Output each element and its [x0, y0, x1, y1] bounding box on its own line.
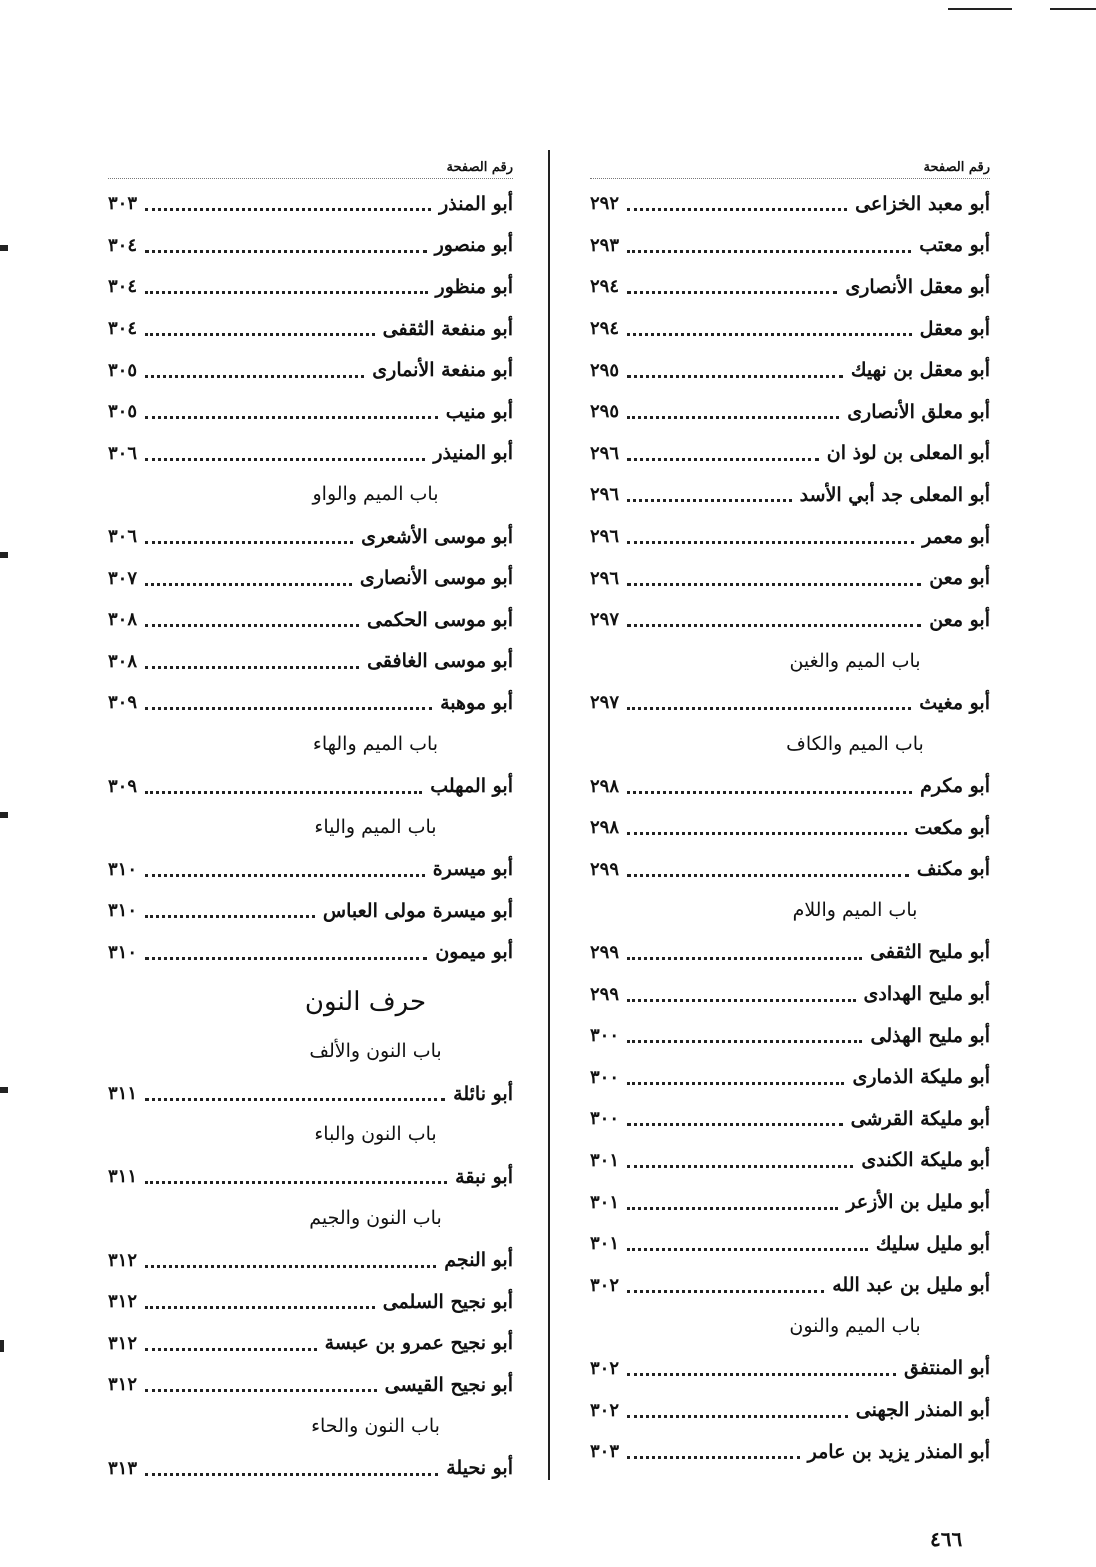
entry-name: أبو مليكة الكندى — [861, 1149, 990, 1172]
entry-name: أبو مليح الهذلى — [870, 1024, 990, 1047]
leader-dots — [145, 1389, 377, 1392]
index-entry — [108, 849, 513, 891]
entry-page-number: ٣٠٤ — [108, 276, 138, 298]
section-heading: باب النون والباء — [314, 1123, 437, 1146]
index-entry — [108, 682, 513, 724]
index-entry — [108, 557, 513, 599]
index-entry — [108, 266, 513, 308]
entry-name: أبو المعلى بن لوذ ان — [826, 442, 990, 465]
entry-name: أبو منفعة الأنمارى — [372, 359, 513, 382]
entry-name: أبو مليح الهدادى — [863, 983, 990, 1006]
section-heading: باب النون والحاء — [311, 1414, 440, 1437]
leader-dots — [627, 1207, 838, 1210]
index-entry — [108, 1156, 513, 1198]
leader-dots — [145, 541, 353, 544]
margin-mark — [0, 1340, 4, 1352]
leader-dots — [627, 1165, 853, 1168]
left-column — [108, 158, 513, 1489]
leader-dots — [627, 1040, 862, 1043]
index-entry — [108, 183, 513, 225]
entry-page-number: ٣١٠ — [108, 941, 138, 963]
index-entry — [108, 516, 513, 558]
leader-dots — [627, 999, 855, 1002]
entry-name: أبو ميسرة مولى العباس — [322, 899, 513, 922]
leader-dots — [145, 375, 364, 378]
section-heading: باب الميم والياء — [314, 815, 437, 838]
index-entry — [108, 1239, 513, 1281]
index-entry — [590, 1348, 990, 1390]
entry-page-number: ٢٩٤ — [590, 318, 620, 340]
entry-name: أبو ميمون — [435, 941, 513, 964]
index-entry — [590, 932, 990, 974]
entry-name: أبو نجيح السلمى — [382, 1290, 513, 1313]
leader-dots — [627, 1373, 896, 1376]
entry-page-number: ٣٠٤ — [108, 234, 138, 256]
entry-name: أبو موسى الحكمى — [366, 608, 513, 631]
index-entry — [590, 849, 990, 891]
index-entry — [590, 557, 990, 599]
index-entry — [590, 1015, 990, 1057]
entry-name: أبو نائلة — [453, 1082, 513, 1105]
entry-page-number: ٣٠٢ — [590, 1357, 620, 1379]
leader-dots — [145, 874, 425, 877]
leader-dots — [627, 1082, 844, 1085]
entry-page-number: ٣١١ — [108, 1166, 138, 1188]
entry-page-number: ٣٠٠ — [590, 1108, 620, 1130]
leader-dots — [627, 208, 847, 211]
leader-dots — [627, 707, 911, 710]
entry-page-number: ٣٠٥ — [108, 401, 138, 423]
leader-dots — [627, 1415, 848, 1418]
top-rule-right — [1050, 8, 1096, 10]
entry-name: أبو مكرم — [920, 775, 990, 798]
entry-name: أبو معن — [929, 567, 990, 590]
index-entry — [590, 516, 990, 558]
entry-page-number: ٣٠٨ — [108, 609, 138, 631]
entry-name: أبو مليل سليك — [875, 1232, 990, 1255]
index-entry — [590, 1181, 990, 1223]
entry-page-number: ٣٠٣ — [108, 193, 138, 215]
leader-dots — [145, 583, 352, 586]
leader-dots — [145, 1181, 447, 1184]
index-entry — [108, 890, 513, 932]
entry-page-number: ٢٩٩ — [590, 941, 620, 963]
index-entry — [108, 932, 513, 974]
entry-page-number: ٣١٠ — [108, 900, 138, 922]
leader-dots — [627, 375, 843, 378]
leader-dots — [627, 791, 912, 794]
right-column — [590, 158, 990, 1472]
leader-dots — [627, 291, 837, 294]
entry-name: أبو المنيذر — [433, 442, 513, 465]
entry-page-number: ٢٩٧ — [590, 692, 620, 714]
entry-name: أبو معن — [929, 608, 990, 631]
leader-dots — [145, 666, 359, 669]
entry-name: أبو منظور — [435, 275, 513, 298]
entry-page-number: ٣٠١ — [590, 1149, 620, 1171]
index-entry — [590, 1264, 990, 1306]
entry-name: أبو المنتفق — [904, 1357, 990, 1380]
leader-dots — [145, 1098, 445, 1101]
entry-page-number: ٣٠٤ — [108, 318, 138, 340]
page-column-label: رقم الصفحة — [590, 158, 990, 179]
leader-dots — [627, 1456, 800, 1459]
entry-page-number: ٣٠٢ — [590, 1274, 620, 1296]
leader-dots — [627, 250, 911, 253]
entry-page-number: ٢٩٩ — [590, 983, 620, 1005]
index-entry — [108, 1447, 513, 1489]
index-entry — [590, 973, 990, 1015]
letter-heading: حرف النون — [304, 987, 427, 1018]
section-heading: باب النون والألف — [309, 1040, 442, 1063]
entry-name: أبو نبقة — [455, 1165, 513, 1188]
entry-name: أبو المعلى جد أبي الأسد — [799, 483, 990, 506]
index-entry — [590, 1098, 990, 1140]
entry-name: أبو مليكة الذمارى — [852, 1066, 990, 1089]
entry-name: أبو معلق الأنصارى — [847, 400, 990, 423]
index-entry — [108, 433, 513, 475]
index-entry — [590, 433, 990, 475]
leader-dots — [627, 541, 914, 544]
index-entry — [108, 1073, 513, 1115]
margin-mark — [0, 812, 8, 818]
entry-page-number: ٢٩٢ — [590, 193, 620, 215]
entry-page-number: ٣١٢ — [108, 1249, 138, 1271]
leader-dots — [145, 416, 438, 419]
leader-dots — [627, 1248, 868, 1251]
entry-name: أبو معمر — [922, 525, 990, 548]
entry-page-number: ٣٠٩ — [108, 775, 138, 797]
entry-page-number: ٢٩٦ — [590, 526, 620, 548]
leader-dots — [145, 1348, 317, 1351]
entry-name: أبو النجم — [444, 1249, 513, 1272]
index-entry — [590, 183, 990, 225]
index-entry — [108, 1364, 513, 1406]
entry-page-number: ٢٩٣ — [590, 234, 620, 256]
index-entry — [590, 1140, 990, 1182]
leader-dots — [627, 832, 906, 835]
entry-page-number: ٢٩٤ — [590, 276, 620, 298]
top-rule-left — [948, 8, 1012, 10]
leader-dots — [145, 1473, 438, 1476]
entry-name: أبو معقل — [919, 317, 990, 340]
section-heading: باب النون والجيم — [309, 1206, 442, 1229]
index-entry — [108, 599, 513, 641]
index-entry — [590, 308, 990, 350]
entry-name: أبو منيب — [445, 400, 513, 423]
entry-name: أبو نجيح القيسى — [384, 1373, 513, 1396]
leader-dots — [627, 1290, 824, 1293]
entry-page-number: ٣٠٥ — [108, 359, 138, 381]
entry-page-number: ٣١٢ — [108, 1291, 138, 1313]
index-entry — [590, 1223, 990, 1265]
entry-name: أبو موسى الأنصارى — [359, 567, 513, 590]
entry-name: أبو منفعة الثقفى — [382, 317, 513, 340]
index-entry — [108, 391, 513, 433]
index-entry — [590, 1431, 990, 1473]
entry-page-number: ٣٠٩ — [108, 692, 138, 714]
entry-page-number: ٢٩٥ — [590, 359, 620, 381]
leader-dots — [145, 291, 428, 294]
entry-page-number: ٣١٢ — [108, 1374, 138, 1396]
entry-page-number: ٢٩٨ — [590, 775, 620, 797]
index-entry — [590, 349, 990, 391]
leader-dots — [627, 1123, 843, 1126]
leader-dots — [145, 333, 375, 336]
section-heading: باب الميم والواو — [312, 483, 439, 506]
leader-dots — [145, 791, 422, 794]
entry-page-number: ٢٩٦ — [590, 484, 620, 506]
entry-name: أبو مليح الثقفى — [870, 941, 990, 964]
entry-page-number: ٣٠١ — [590, 1233, 620, 1255]
index-entry — [590, 765, 990, 807]
entry-page-number: ٣٠٢ — [590, 1399, 620, 1421]
leader-dots — [627, 416, 839, 419]
entry-name: أبو المنذر الجهنى — [855, 1399, 990, 1422]
entry-name: أبو ميسرة — [432, 858, 513, 881]
margin-mark — [0, 552, 8, 558]
entry-page-number: ٣١٢ — [108, 1332, 138, 1354]
entry-page-number: ٣١٣ — [108, 1457, 138, 1479]
section-heading: باب الميم والكاف — [786, 732, 924, 755]
entry-page-number: ٣٠٨ — [108, 650, 138, 672]
entry-page-number: ٣٠١ — [590, 1191, 620, 1213]
left-entry-list — [108, 183, 513, 1489]
index-entry — [108, 1322, 513, 1364]
index-entry — [108, 641, 513, 683]
index-entry — [590, 1389, 990, 1431]
index-entry — [590, 1056, 990, 1098]
column-divider — [548, 150, 550, 1480]
entry-page-number: ٢٩٨ — [590, 817, 620, 839]
leader-dots — [627, 874, 909, 877]
entry-page-number: ٣٠٧ — [108, 567, 138, 589]
leader-dots — [145, 250, 427, 253]
leader-dots — [627, 957, 862, 960]
leader-dots — [145, 458, 425, 461]
entry-name: أبو نجيح عمرو بن عبسة — [324, 1332, 513, 1355]
entry-name: أبو موهبة — [440, 691, 513, 714]
entry-name: أبو مغيث — [919, 691, 990, 714]
index-entry — [590, 474, 990, 516]
section-heading: باب الميم والغين — [789, 649, 921, 672]
leader-dots — [627, 624, 921, 627]
entry-name: أبو موسى الغافقى — [367, 650, 513, 673]
index-entry — [590, 225, 990, 267]
entry-name: أبو معقل الأنصارى — [845, 275, 990, 298]
entry-name: أبو معتب — [919, 234, 990, 257]
entry-page-number: ٣٠٠ — [590, 1025, 620, 1047]
leader-dots — [627, 583, 921, 586]
entry-name: أبو المنذر يزيد بن عامر — [807, 1440, 990, 1463]
entry-page-number: ٢٩٥ — [590, 401, 620, 423]
entry-page-number: ٣٠٣ — [590, 1441, 620, 1463]
leader-dots — [145, 707, 432, 710]
entry-page-number: ٢٩٧ — [590, 609, 620, 631]
entry-page-number: ٢٩٦ — [590, 567, 620, 589]
entry-name: أبو معبد الخزاعى — [855, 192, 990, 215]
entry-name: أبو المنذر — [439, 192, 513, 215]
index-entry — [108, 225, 513, 267]
leader-dots — [145, 1306, 375, 1309]
page-column-label: رقم الصفحة — [108, 158, 513, 179]
index-entry — [108, 1281, 513, 1323]
index-entry — [590, 266, 990, 308]
entry-page-number: ٣١٠ — [108, 858, 138, 880]
entry-name: أبو مليكة القرشى — [850, 1107, 990, 1130]
entry-name: أبو مليل بن الأزعر — [846, 1191, 990, 1214]
section-heading: باب الميم والهاء — [312, 732, 439, 755]
section-heading: باب الميم والنون — [789, 1315, 921, 1338]
leader-dots — [627, 499, 792, 502]
section-heading: باب الميم واللام — [792, 899, 918, 922]
page-number: ٤٦٦ — [930, 1527, 963, 1551]
entry-page-number: ٣٠٦ — [108, 526, 138, 548]
entry-name: أبو معقل بن نهيك — [850, 359, 990, 382]
right-entry-list — [590, 183, 990, 1472]
entry-name: أبو مكنف — [916, 858, 990, 881]
entry-name: أبو منصور — [434, 234, 513, 257]
index-entry — [590, 807, 990, 849]
entry-page-number: ٢٩٩ — [590, 858, 620, 880]
index-entry — [108, 308, 513, 350]
index-entry — [590, 682, 990, 724]
leader-dots — [627, 458, 819, 461]
leader-dots — [145, 915, 315, 918]
entry-page-number: ٢٩٦ — [590, 442, 620, 464]
margin-mark — [0, 1087, 8, 1093]
index-entry — [590, 599, 990, 641]
entry-name: أبو مكعت — [914, 816, 990, 839]
entry-name: أبو مليل بن عبد الله — [832, 1274, 990, 1297]
entry-page-number: ٣٠٠ — [590, 1066, 620, 1088]
entry-page-number: ٣٠٦ — [108, 442, 138, 464]
leader-dots — [145, 957, 427, 960]
index-entry — [108, 765, 513, 807]
entry-name: أبو المهلب — [430, 775, 513, 798]
leader-dots — [145, 624, 359, 627]
index-entry — [108, 349, 513, 391]
entry-name: أبو موسى الأشعرى — [361, 525, 513, 548]
margin-mark — [0, 245, 8, 251]
entry-page-number: ٣١١ — [108, 1083, 138, 1105]
leader-dots — [145, 208, 431, 211]
index-entry — [590, 391, 990, 433]
leader-dots — [145, 1265, 436, 1268]
leader-dots — [627, 333, 912, 336]
entry-name: أبو نحيلة — [446, 1457, 513, 1480]
